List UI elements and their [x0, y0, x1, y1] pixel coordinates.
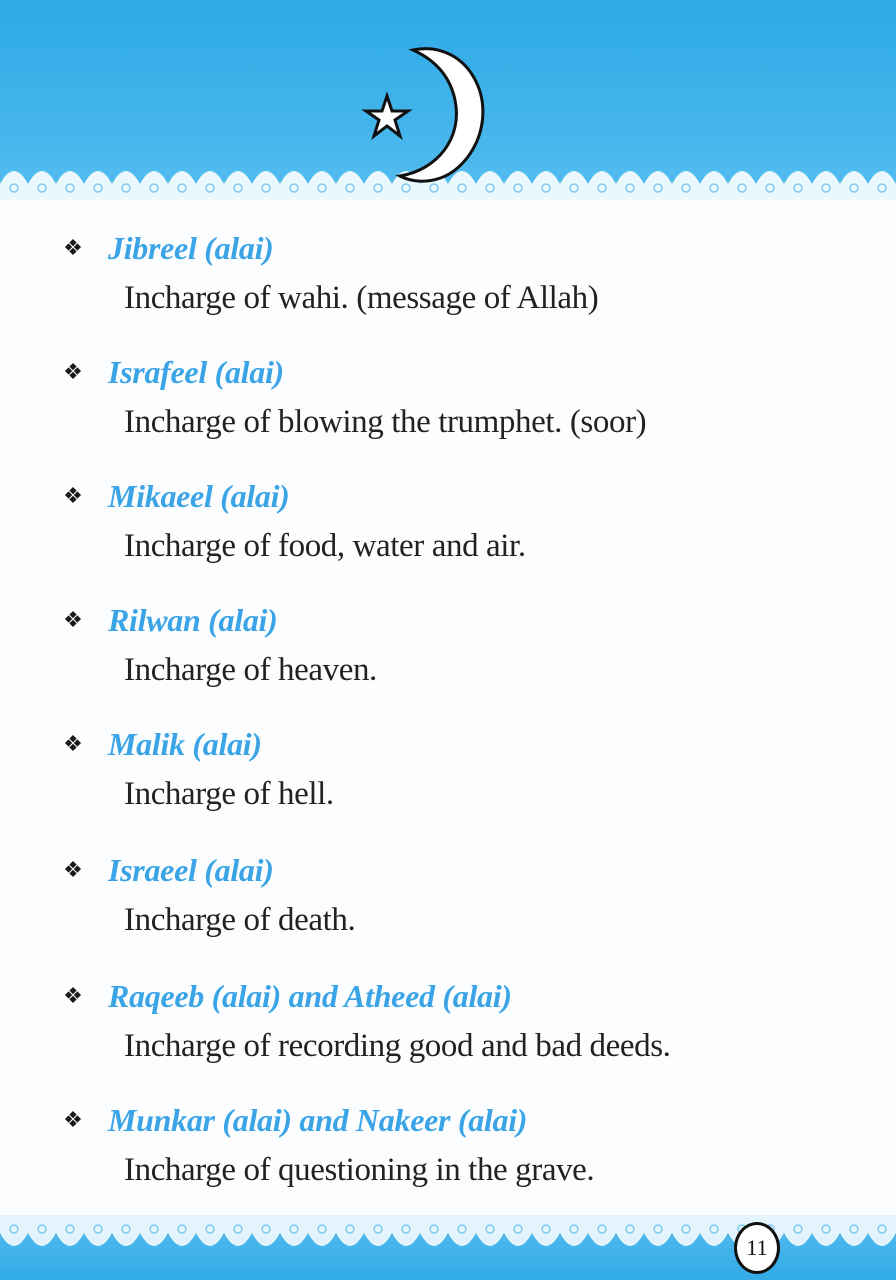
page-header-band	[0, 0, 896, 200]
angel-duty: Incharge of blowing the trumphet. (soor)	[124, 404, 647, 440]
angel-name: Israeel (alai)	[108, 852, 274, 888]
angel-duty: Incharge of hell.	[124, 776, 334, 812]
angel-name: Rilwan (alai)	[108, 602, 278, 638]
angel-duty: Incharge of questioning in the grave.	[124, 1152, 595, 1188]
angel-duty: Incharge of recording good and bad deeds.	[124, 1028, 671, 1064]
diamond-bullet-icon: ❖	[63, 984, 83, 1009]
angel-name: Israfeel (alai)	[108, 354, 284, 390]
star-icon	[366, 96, 408, 136]
angel-name: Malik (alai)	[108, 726, 262, 762]
angel-name: Jibreel (alai)	[108, 230, 274, 266]
diamond-bullet-icon: ❖	[63, 484, 83, 509]
diamond-bullet-icon: ❖	[63, 732, 83, 757]
diamond-bullet-icon: ❖	[63, 1108, 83, 1133]
page-number: 11	[734, 1222, 780, 1274]
angel-list	[0, 200, 896, 1215]
angel-duty: Incharge of food, water and air.	[124, 528, 526, 564]
diamond-bullet-icon: ❖	[63, 858, 83, 883]
angel-name: Munkar (alai) and Nakeer (alai)	[108, 1102, 528, 1138]
diamond-bullet-icon: ❖	[63, 360, 83, 385]
diamond-bullet-icon: ❖	[63, 608, 83, 633]
diamond-bullet-icon: ❖	[63, 236, 83, 261]
angel-name: Mikaeel (alai)	[108, 478, 290, 514]
angel-duty: Incharge of wahi. (message of Allah)	[124, 280, 599, 316]
crescent-moon-icon	[400, 49, 483, 182]
angel-duty: Incharge of death.	[124, 902, 356, 938]
angel-duty: Incharge of heaven.	[124, 652, 377, 688]
crescent-star-emblem	[355, 38, 495, 183]
page-footer-band	[0, 1215, 896, 1280]
angel-name: Raqeeb (alai) and Atheed (alai)	[108, 978, 512, 1014]
